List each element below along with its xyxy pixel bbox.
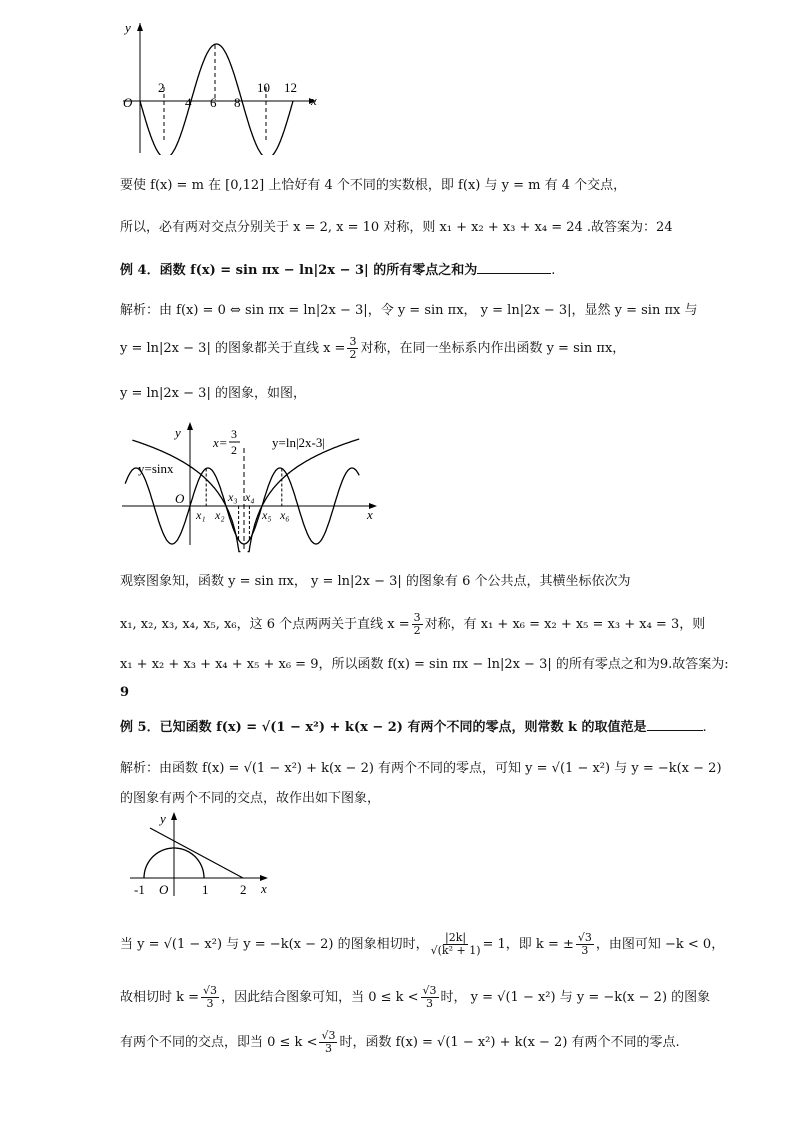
- text-line-14: [120, 932, 724, 957]
- line-16-a: 有两个不同的交点，即当 0 ≤ k <: [120, 1035, 318, 1050]
- fraction-3-2: [347, 336, 358, 361]
- graph-2-y-label: y: [175, 425, 181, 440]
- graph-1-origin: O: [123, 95, 133, 110]
- text-line-13: 的图象有两个不同的交点，故作出如下图象，: [120, 791, 381, 806]
- fraction-den: 3: [324, 1042, 332, 1055]
- graph-1-tick-2: 2: [158, 80, 165, 95]
- line-15-b: ，因此结合图象可知，当 0 ≤ k <: [221, 990, 419, 1005]
- text-line-5: [120, 336, 625, 361]
- graph-2-point-x4: x₄: [245, 490, 255, 504]
- graph-3-tick-2: 2: [240, 882, 247, 897]
- graph-2-point-x5: x₅: [262, 508, 272, 522]
- example-5-text: 例 5．已知函数 f(x) = √(1 − x²) + k(x − 2) 有两个不同的零点，则常数 k 的取值范是: [120, 720, 647, 735]
- graph-2-line-num: 3: [231, 427, 237, 441]
- line-14-b: = 1，即 k = ±: [482, 937, 574, 952]
- line-14-c: ，由图可知 −k < 0，: [595, 937, 725, 952]
- fraction-den: 2: [349, 348, 357, 361]
- text-line-4: 解析：由 f(x) = 0 ⇔ sin πx = ln|2x − 3|，令 y = sin πx， y = ln|2x − 3|，显然 y = sin πx 与: [120, 303, 698, 318]
- graph-2-point-x6: x₆: [280, 508, 290, 522]
- answer-blank-4: [477, 261, 551, 274]
- graph-2-point-x2: x₂: [215, 508, 225, 522]
- line-14-a: 当 y = √(1 − x²) 与 y = −k(x − 2) 的图象相切时，: [120, 937, 429, 952]
- fraction-sqrt3-3-c: [319, 1030, 337, 1055]
- text-line-7: 观察图象知，函数 y = sin πx， y = ln|2x − 3| 的图象有 6 个公共点，其横坐标依次为: [120, 574, 631, 589]
- example-4-question: [120, 261, 555, 280]
- graph-2-x-label: x: [367, 507, 373, 522]
- fraction-den: 3: [581, 944, 589, 957]
- graph-1-y-arrow: [137, 23, 143, 31]
- example-5-period: .: [702, 720, 707, 735]
- graph-3-y-arrow: [171, 812, 177, 820]
- graph-3-tick-1: 1: [202, 882, 209, 897]
- graph-2-point-x3: x₃: [228, 490, 238, 504]
- fraction-num: 3: [413, 611, 421, 624]
- fraction-num: √3: [321, 1029, 336, 1042]
- line-15-c: 时， y = √(1 − x²) 与 y = −k(x − 2) 的图象: [440, 990, 711, 1005]
- text-line-15: [120, 985, 710, 1010]
- graph-2-line-den: 2: [231, 443, 237, 457]
- graph-2-origin: O: [175, 491, 185, 506]
- example-4-period: .: [551, 263, 556, 278]
- graph-1: [118, 15, 328, 155]
- graph-1-y-label: y: [125, 20, 131, 35]
- text-line-1: 要使 f(x) = m 在 [0,12] 上恰好有 4 个不同的实数根，即 f(x) 与 y = m 有 4 个交点，: [120, 178, 627, 193]
- line-5-a: y = ln|2x − 3| 的图象都关于直线 x =: [120, 341, 346, 356]
- fraction-den: 3: [426, 997, 434, 1010]
- line-5-b: 对称，在同一坐标系内作出函数 y = sin πx，: [360, 341, 626, 356]
- graph-1-tick-12: 12: [284, 80, 297, 95]
- fraction-sqrt3-3: [576, 932, 594, 957]
- graph-2: [120, 420, 385, 555]
- graph-1-tick-10: 10: [257, 80, 270, 95]
- example-4-text: 例 4．函数 f(x) = sin πx − ln|2x − 3| 的所有零点之和为: [120, 263, 478, 278]
- fraction-3-2-b: [412, 612, 423, 637]
- fraction-den: 2: [413, 624, 421, 637]
- graph-1-tick-4: 4: [185, 95, 192, 110]
- text-line-12: 解析：由函数 f(x) = √(1 − x²) + k(x − 2) 有两个不同的零点，可知 y = √(1 − x²) 与 y = −k(x − 2): [120, 761, 722, 776]
- text-line-16: [120, 1030, 680, 1055]
- fraction-num: √3: [203, 984, 218, 997]
- graph-2-line-label: x=: [213, 435, 228, 450]
- line-8-a: x₁, x₂, x₃, x₄, x₅, x₆，这 6 个点两两关于直线 x =: [120, 617, 410, 632]
- text-line-6: y = ln|2x − 3| 的图象，如图，: [120, 386, 306, 401]
- graph-2-y-arrow: [187, 422, 193, 430]
- text-line-9: x₁ + x₂ + x₃ + x₄ + x₅ + x₆ = 9，所以函数 f(x) = sin πx − ln|2x − 3| 的所有零点之和为9.故答案为:: [120, 657, 729, 672]
- graph-1-tick-6: 6: [210, 95, 217, 110]
- fraction-den: √(k² + 1): [430, 944, 481, 957]
- graph-3: [128, 808, 288, 904]
- line-8-b: 对称，有 x₁ + x₆ = x₂ + x₅ = x₃ + x₄ = 3，则: [424, 617, 706, 632]
- fraction-sqrt3-3-b: [421, 985, 439, 1010]
- example-5-question: [120, 718, 707, 737]
- fraction-num: 3: [349, 335, 357, 348]
- fraction-num: √3: [422, 984, 437, 997]
- fraction-num: √3: [577, 931, 592, 944]
- fraction-den: 3: [206, 997, 214, 1010]
- line-15-a: 故相切时 k =: [120, 990, 200, 1005]
- graph-1-curve: [140, 44, 293, 155]
- graph-3-tick-neg1: -1: [134, 882, 145, 897]
- graph-2-ln-label: y=ln|2x-3|: [272, 435, 325, 450]
- graph-2-point-x1: x₁: [196, 508, 206, 522]
- line-16-b: 时，函数 f(x) = √(1 − x²) + k(x − 2) 有两个不同的零点.: [339, 1035, 680, 1050]
- graph-2-sin-label: y=sinx: [138, 461, 174, 476]
- text-line-10: 9: [120, 685, 130, 700]
- graph-3-y-label: y: [160, 811, 166, 826]
- text-line-2: 所以，必有两对交点分别关于 x = 2, x = 10 对称，则 x₁ + x₂ + x₃ + x₄ = 24 .故答案为：24: [120, 220, 673, 235]
- answer-blank-5: [647, 718, 703, 731]
- fraction-sqrt3-3: [201, 985, 219, 1010]
- fraction-num: |2k|: [445, 931, 467, 944]
- graph-1-tick-8: 8: [234, 95, 241, 110]
- graph-1-x-label: x: [311, 93, 317, 108]
- fraction-2k: [431, 932, 481, 957]
- graph-3-tangent-line: [150, 828, 243, 878]
- graph-3-x-label: x: [261, 881, 267, 896]
- graph-3-origin: O: [159, 882, 169, 897]
- text-line-8: [120, 612, 705, 637]
